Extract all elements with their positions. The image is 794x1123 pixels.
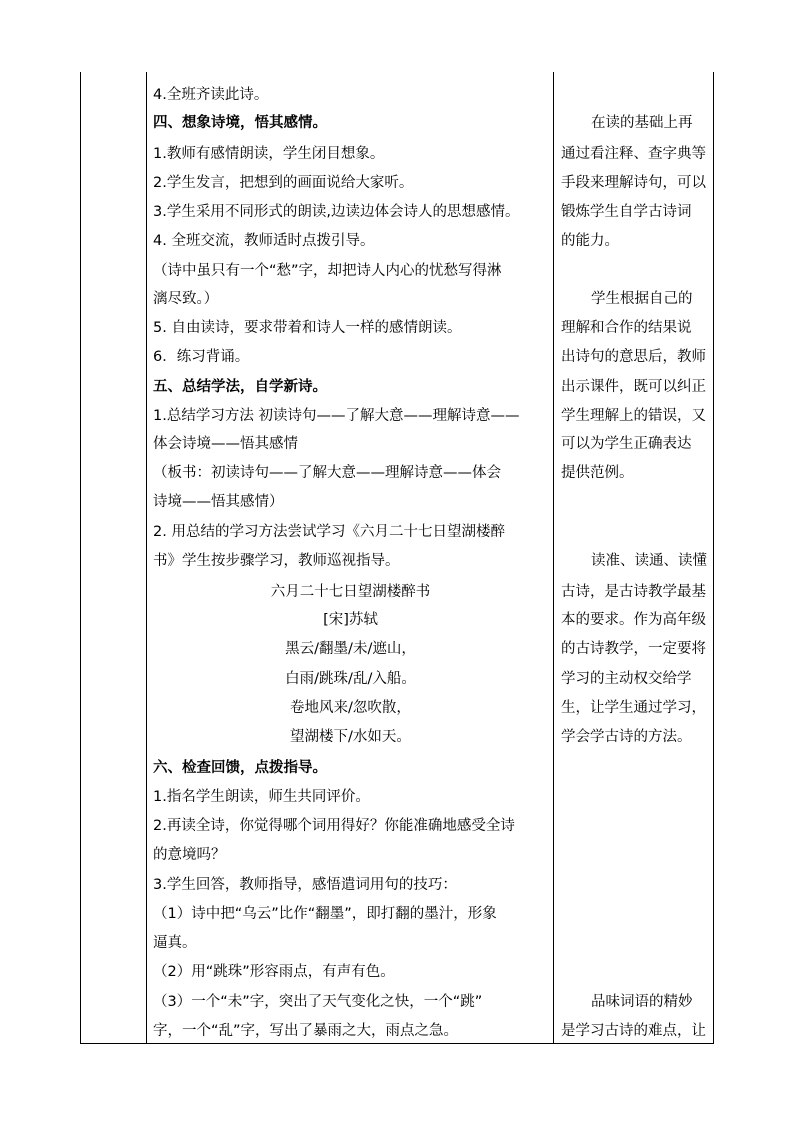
process-line: 逼真。 bbox=[153, 935, 197, 951]
note-line: 是学习古诗的难点，让 bbox=[561, 1023, 706, 1039]
process-line: 2.学生发言，把想到的画面说给大家听。 bbox=[153, 175, 414, 191]
process-line: 3.学生回答，教师指导，感悟遣词用句的技巧： bbox=[153, 877, 457, 893]
process-line: 体会诗境——悟其感情 bbox=[153, 436, 298, 452]
note-line: 理解和合作的结果说 bbox=[561, 320, 692, 336]
poem-author: [宋]苏轼 bbox=[323, 612, 378, 628]
note-line: 读准、读通、读懂 bbox=[591, 553, 707, 569]
process-line: 5. 自由读诗，要求带着和诗人一样的感情朗读。 bbox=[153, 320, 462, 336]
note-line: 手段来理解诗句，可以 bbox=[561, 175, 706, 191]
note-line: 提供范例。 bbox=[561, 465, 634, 481]
process-line: 4. 全班交流，教师适时点拨引导。 bbox=[153, 233, 375, 249]
process-line: 字，一个“乱”字，写出了暴雨之大，雨点之急。 bbox=[153, 1023, 459, 1039]
process-line: 漓尽致。） bbox=[153, 291, 219, 307]
table-divider-1 bbox=[146, 72, 147, 1044]
note-line: 在读的基础上再 bbox=[591, 115, 693, 131]
process-line: （板书：初读诗句——了解大意——理解诗意——体会 bbox=[153, 465, 501, 481]
note-line: 的能力。 bbox=[561, 233, 619, 249]
poem-line: 卷地风来/忽吹散， bbox=[290, 700, 411, 716]
note-line: 通过看注释、查字典等 bbox=[561, 146, 706, 162]
process-line: （诗中虽只有一个“愁”字，却把诗人内心的忧愁写得淋 bbox=[153, 263, 502, 279]
process-line: 3.学生采用不同形式的朗读,边读边体会诗人的思想感情。 bbox=[153, 204, 520, 220]
poem-title: 六月二十七日望湖楼醉书 bbox=[270, 584, 431, 600]
poem-line: 白雨/跳珠/乱/入船。 bbox=[285, 671, 416, 687]
note-line: 品味词语的精妙 bbox=[591, 994, 693, 1010]
process-line: 2.再读全诗，你觉得哪个词用得好？你能准确地感受全诗 bbox=[153, 818, 515, 834]
section-heading: 六、检查回馈，点拨指导。 bbox=[153, 760, 327, 776]
process-line: （3）一个“未”字，突出了天气变化之快，一个“跳” bbox=[153, 994, 483, 1010]
process-line: （2）用“跳珠”形容雨点，有声有色。 bbox=[153, 964, 395, 980]
table-bottom-border bbox=[80, 1043, 714, 1044]
poem-line: 黑云/翻墨/未/遮山， bbox=[285, 641, 416, 657]
process-line: （1）诗中把“乌云”比作“翻墨”，即打翻的墨汁，形象 bbox=[153, 906, 497, 922]
process-line: 6．练习背诵。 bbox=[153, 349, 250, 365]
note-line: 出诗句的意思后，教师 bbox=[561, 349, 706, 365]
process-line: 4.全班齐读此诗。 bbox=[153, 87, 269, 103]
note-line: 学会学古诗的方法。 bbox=[561, 729, 692, 745]
note-line: 生，让学生通过学习， bbox=[561, 700, 706, 716]
process-line: 1.总结学习方法 初读诗句——了解大意——理解诗意—— bbox=[153, 408, 520, 424]
process-line: 1.指名学生朗读，师生共同评价。 bbox=[153, 789, 370, 805]
note-line: 古诗，是古诗教学最基 bbox=[561, 584, 706, 600]
note-line: 学习的主动权交给学 bbox=[561, 671, 692, 687]
note-line: 学生根据自己的 bbox=[591, 291, 693, 307]
note-line: 可以为学生正确表达 bbox=[561, 436, 692, 452]
note-line: 的古诗教学，一定要将 bbox=[561, 641, 706, 657]
process-line: 1.教师有感情朗读，学生闭目想象。 bbox=[153, 146, 385, 162]
process-line: 书》学生按步骤学习，教师巡视指导。 bbox=[153, 553, 400, 569]
poem-line: 望湖楼下/水如天。 bbox=[290, 729, 411, 745]
table-border-left bbox=[80, 72, 81, 1044]
note-line: 本的要求。作为高年级 bbox=[561, 612, 706, 628]
process-line: 的意境吗？ bbox=[153, 847, 226, 863]
process-line: 2. 用总结的学习方法尝试学习《六月二十七日望湖楼醉 bbox=[153, 524, 505, 540]
table-divider-2 bbox=[553, 72, 554, 1044]
note-line: 出示课件，既可以纠正 bbox=[561, 379, 706, 395]
table-border-right bbox=[713, 72, 714, 1044]
section-heading: 五、总结学法，自学新诗。 bbox=[153, 379, 327, 395]
process-line: 诗境——悟其感情） bbox=[153, 494, 284, 510]
note-line: 学生理解上的错误，又 bbox=[561, 408, 706, 424]
section-heading: 四、想象诗境，悟其感情。 bbox=[153, 115, 327, 131]
note-line: 锻炼学生自学古诗词 bbox=[561, 204, 692, 220]
